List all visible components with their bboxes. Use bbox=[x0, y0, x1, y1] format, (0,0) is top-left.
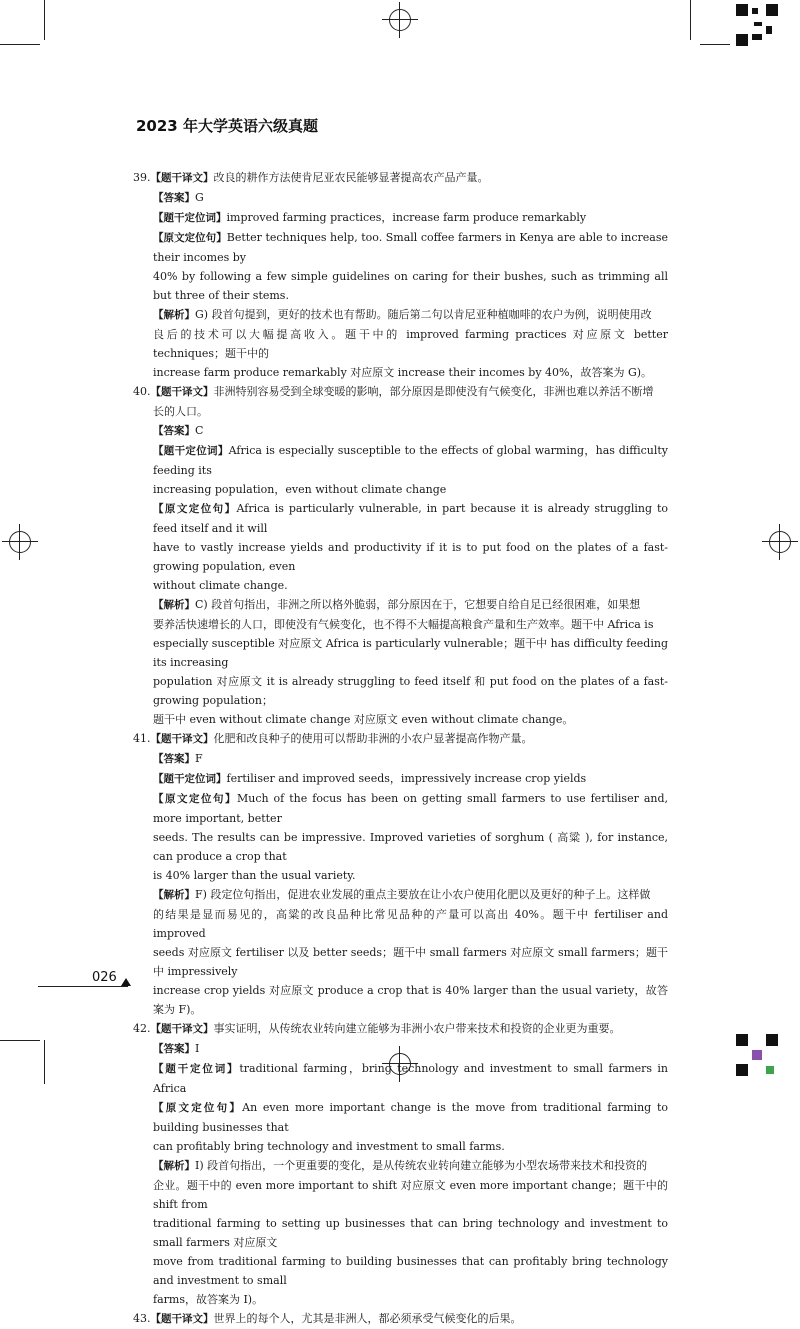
answer-explanations bbox=[133, 168, 668, 1329]
answer-value: F bbox=[195, 752, 203, 765]
footer-rule bbox=[38, 986, 128, 987]
crop-mark bbox=[690, 0, 691, 40]
question-40: 40.【题干译文】非洲特别容易受到全球变暖的影响，部分原因是即使没有气候变化，非洲也难以养活不断增 长的人口。 【答案】C 【题干定位词】Africa is especially susceptible to the effects of global warming，has difficulty feeding its increasing population，even without climate change 【原文定位句】Africa is particularly vulnerable, in part because it is already struggling to feed itself and it will have to vastly increase yields and productivity if it is to put food on the plates of a fast-growing population, even without climate change. 【解析】C) 段首句指出，非洲之所以格外脆弱，部分原因在于，它想要自给自足已经很困难，如果想 要养活快速增长的人口，即使没有气候变化，也不得不大幅提高粮食产量和生产效率。题干中 Africa is especially susceptible 对应原文 Africa is particularly vulnerable；题干中 has difficulty feeding its increasing population 对应原文 it is already struggling to feed itself 和 put food on the plates of a fast-growing population； 题干中 even without climate change 对应原文 even without climate change。 bbox=[133, 385, 669, 726]
question-42: 42.【题干译文】事实证明，从传统农业转向建立能够为非洲小农户带来技术和投资的企业更为重要。 【答案】I 【题干定位词】traditional farming，bring technology and investment to small farmers in Africa 【原文定位句】An even more important change is the move from traditional farming to building businesses that can profitably bring technology and investment to small farms. 【解析】I) 段首句指出，一个更重要的变化，是从传统农业转向建立能够为小型农场带来技术和投资的 企业。题干中的 even more important to shift 对应原文 even more important change；题干中的 shift from traditional farming to setting up businesses that can bring technology and investment to small farmers 对应原文 move from traditional farming to building businesses that can profitably bring technology and investment to small farms，故答案为 I)。 bbox=[133, 1022, 669, 1306]
answer-value: I bbox=[195, 1042, 200, 1055]
question-number: 40. bbox=[133, 385, 151, 398]
page-title: 2023 年大学英语六级真题 bbox=[136, 117, 318, 135]
crop-mark bbox=[44, 1040, 45, 1084]
question-41: 41.【题干译文】化肥和改良种子的使用可以帮助非洲的小农户显著提高作物产量。 【答案】F 【题干定位词】fertiliser and improved seeds，impressively increase crop yields 【原文定位句】Much of the focus has been on getting small farmers to use fertiliser and, more important, better seeds. The results can be impressive. Improved varieties of sorghum ( 高粱 ), for instance, can produce a crop that is 40% larger than the usual variety. 【解析】F) 段定位句指出，促进农业发展的重点主要放在让小农户使用化肥以及更好的种子上。这样做 的结果是显而易见的，高粱的改良品种比常见品种的产量可以高出 40%。题干中 fertiliser and improved seeds 对应原文 fertiliser 以及 better seeds；题干中 small farmers 对应原文 small farmers；题干中 impressively increase crop yields 对应原文 produce a crop that is 40% larger than the usual variety，故答案为 F)。 bbox=[133, 732, 669, 1016]
qr-code-icon bbox=[736, 1034, 778, 1076]
registration-mark-right bbox=[762, 524, 798, 560]
registration-mark-top bbox=[382, 2, 418, 38]
qr-code-icon bbox=[736, 4, 778, 46]
triangle-marker-icon bbox=[121, 978, 131, 986]
crop-mark bbox=[0, 44, 40, 45]
answer-value: G bbox=[195, 191, 204, 204]
page-number: 026 bbox=[92, 970, 117, 985]
crop-mark bbox=[44, 0, 45, 40]
crop-mark bbox=[700, 44, 730, 45]
question-39: 39.【题干译文】改良的耕作方法使肯尼亚农民能够显著提高农产品产量。 【答案】G 【题干定位词】improved farming practices，increase farm produce remarkably 【原文定位句】Better techniques help, too. Small coffee farmers in Kenya are able to increase their incomes by 40% by following a few simple guidelines on caring for their bushes, such as trimming all but three of their stems. 【解析】G) 段首句提到，更好的技术也有帮助。随后第二句以肯尼亚种植咖啡的农户为例，说明使用改 良后的技术可以大幅提高收入。题干中的 improved farming practices 对应原文 better techniques；题干中的 increase farm produce remarkably 对应原文 increase their incomes by 40%，故答案为 G)。 bbox=[133, 168, 668, 382]
registration-mark-left bbox=[2, 524, 38, 560]
question-number: 43. bbox=[133, 1312, 151, 1325]
answer-value: C bbox=[195, 424, 204, 437]
crop-mark bbox=[0, 1040, 40, 1041]
question-number: 41. bbox=[133, 732, 151, 745]
question-43: 43.【题干译文】世界上的每个人，尤其是非洲人，都必须承受气候变化的后果。 bbox=[133, 1312, 522, 1325]
question-number: 39. bbox=[133, 171, 151, 184]
question-number: 42. bbox=[133, 1022, 151, 1035]
